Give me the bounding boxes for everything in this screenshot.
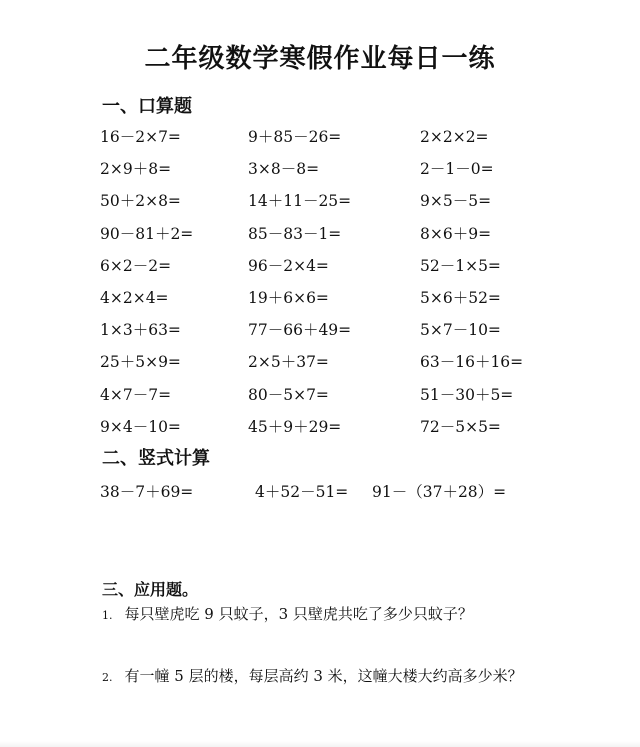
oral-problem: 80－5×7= bbox=[248, 385, 329, 404]
oral-problem: 19＋6×6= bbox=[248, 288, 329, 307]
oral-problem: 85－83－1= bbox=[248, 224, 342, 243]
oral-problem: 9×4－10= bbox=[100, 417, 181, 436]
page-bottom-edge bbox=[0, 741, 640, 747]
oral-calculation-grid bbox=[100, 121, 560, 443]
oral-problem: 2×9＋8= bbox=[100, 160, 172, 179]
vertical-problem: 91－（37＋28）= bbox=[372, 483, 507, 501]
oral-problem: 16－2×7= bbox=[100, 128, 181, 146]
oral-problem: 72－5×5= bbox=[420, 417, 501, 436]
oral-problem: 4×2×4= bbox=[100, 288, 169, 307]
oral-problem: 96－2×4= bbox=[248, 256, 329, 275]
word-problem-number: 2. bbox=[102, 671, 113, 684]
oral-problem: 4×7－7= bbox=[100, 385, 172, 404]
word-problem bbox=[102, 665, 523, 686]
page-title: 二年级数学寒假作业每日一练 bbox=[144, 44, 496, 74]
oral-problem: 50＋2×8= bbox=[100, 192, 181, 211]
vertical-problem: 4＋52－51= bbox=[255, 483, 349, 501]
oral-problem: 9×5－5= bbox=[420, 192, 492, 211]
oral-problem: 52－1×5= bbox=[420, 256, 501, 275]
word-problem-text: 有一幢 5 层的楼，每层高约 3 米，这幢大楼大约高多少米？ bbox=[124, 667, 523, 685]
oral-problem: 25＋5×9= bbox=[100, 353, 181, 372]
vertical-calculation-row bbox=[0, 480, 640, 508]
oral-problem: 77－66＋49= bbox=[248, 321, 352, 340]
oral-problem: 2×5＋37= bbox=[248, 353, 329, 372]
section-heading-word-problems: 三、应用题。 bbox=[102, 580, 199, 599]
oral-problem: 2－1－0= bbox=[420, 160, 494, 179]
oral-problem: 8×6＋9= bbox=[420, 224, 492, 243]
oral-problem: 51－30＋5= bbox=[420, 385, 514, 404]
oral-problem: 63－16＋16= bbox=[420, 353, 524, 372]
oral-problem: 1×3＋63= bbox=[100, 321, 181, 340]
word-problem-number: 1. bbox=[102, 609, 113, 622]
word-problem-text: 每只壁虎吃 9 只蚊子，3 只壁虎共吃了多少只蚊子？ bbox=[124, 605, 473, 623]
oral-problem: 9＋85－26= bbox=[248, 128, 342, 146]
oral-problem: 90－81＋2= bbox=[100, 224, 194, 243]
section-heading-vertical: 二、竖式计算 bbox=[102, 448, 210, 469]
section-heading-oral: 一、口算题 bbox=[102, 96, 192, 117]
vertical-problem: 38－7＋69= bbox=[100, 483, 194, 501]
oral-problem: 6×2－2= bbox=[100, 256, 172, 275]
oral-problem: 3×8－8= bbox=[248, 160, 320, 179]
oral-problem: 14＋11－25= bbox=[248, 192, 352, 211]
word-problem bbox=[102, 603, 473, 624]
oral-problem: 5×6＋52= bbox=[420, 288, 501, 307]
oral-problem: 2×2×2= bbox=[420, 128, 489, 146]
oral-problem: 45＋9＋29= bbox=[248, 417, 342, 436]
oral-problem: 5×7－10= bbox=[420, 321, 501, 340]
